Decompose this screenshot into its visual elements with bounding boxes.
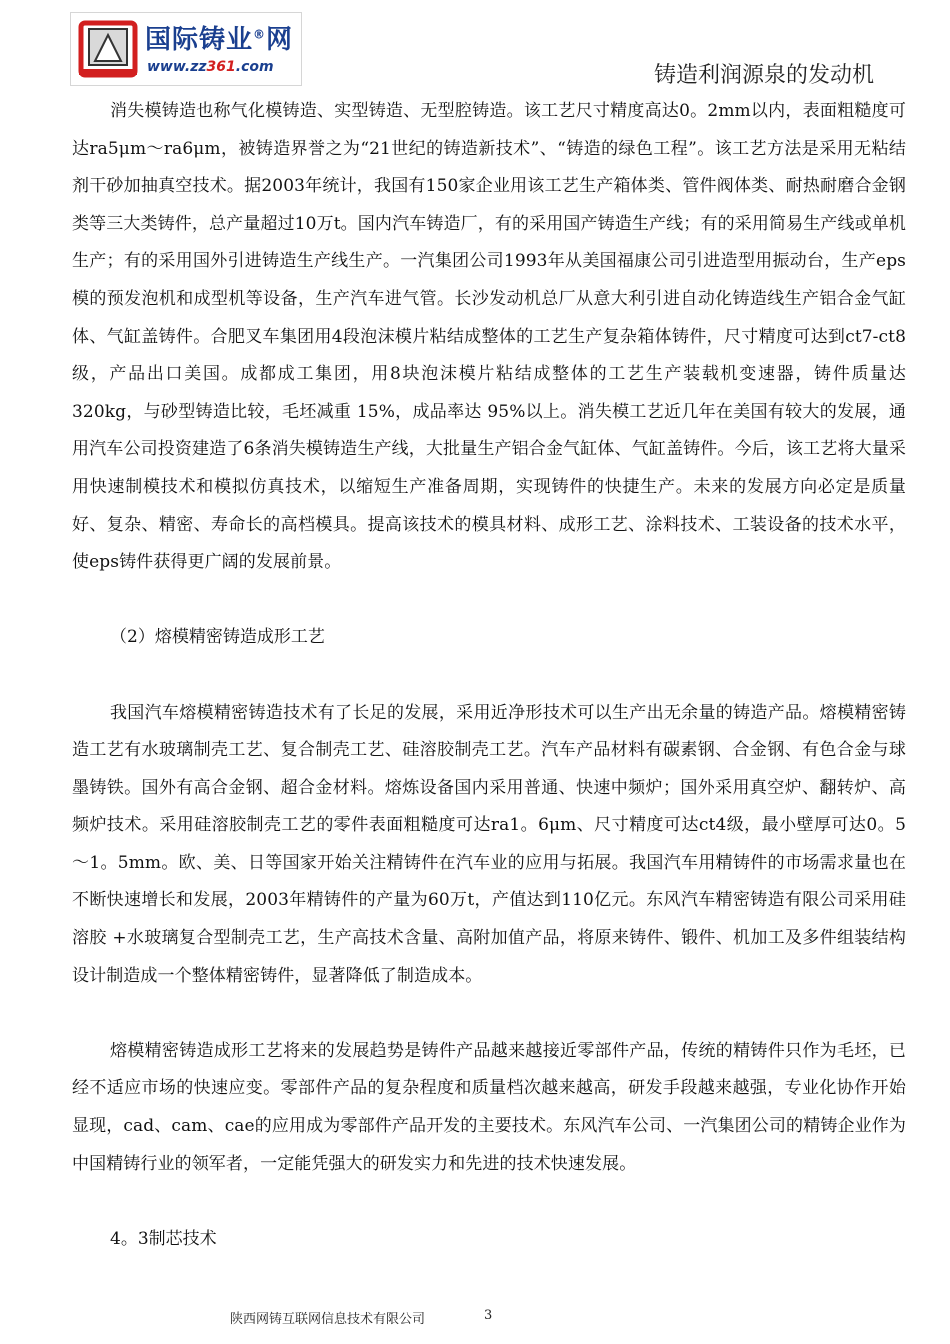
spacer: [72, 1183, 906, 1221]
document-title: 铸造利润源泉的发动机: [653, 63, 874, 88]
spacer: [72, 657, 906, 695]
footer-company: 陕西网铸互联网信息技术有限公司: [230, 1312, 426, 1327]
site-logo[interactable]: [70, 12, 302, 86]
paragraph-lost-foam-casting: 消失模铸造也称气化模铸造、实型铸造、无型腔铸造。该工艺尺寸精度高达0。2mm以内，表面粗糙度可达ra5μm～ra6μm，被铸造界誉之为“21世纪的铸造新技术”、“铸造的绿色工程”。该工艺方法是采用无粘结剂干砂加抽真空技术。据2003年统计，我国有150家企业用该工艺生产箱体类、管件阀体类、耐热耐磨合金钢类等三大类铸件，总产量超过10万t。国内汽车铸造厂，有的采用国产铸造生产线；有的采用简易生产线或单机生产；有的采用国外引进铸造生产线生产。一汽集团公司1993年从美国福康公司引进造型用振动台，生产eps模的预发泡机和成型机等设备，生产汽车进气管。长沙发动机总厂从意大利引进自动化铸造线生产铝合金气缸体、气缸盖铸件。合肥叉车集团用4段泡沫模片粘结成整体的工艺生产复杂箱体铸件，尺寸精度可达到ct7-ct8级，产品出口美国。成都成工集团，用8块泡沫模片粘结成整体的工艺生产装载机变速器，铸件质量达320kg，与砂型铸造比较，毛坯减重 15%，成品率达 95%以上。消失模工艺近几年在美国有较大的发展，通用汽车公司投资建造了6条消失模铸造生产线，大批量生产铝合金气缸体、气缸盖铸件。今后，该工艺将大量采用快速制模技术和模拟仿真技术，以缩短生产准备周期，实现铸件的快捷生产。未来的发展方向必定是质量好、复杂、精密、寿命长的高档模具。提高该技术的模具材料、成形工艺、涂料技术、工装设备的技术水平，使eps铸件获得更广阔的发展前景。: [72, 101, 906, 573]
logo-title: 国际铸业®网: [145, 25, 294, 55]
section-heading-investment-casting: （2）熔模精密铸造成形工艺: [110, 627, 325, 648]
spacer: [72, 582, 906, 620]
logo-url: www.zz361.com: [147, 59, 274, 75]
page-number: 3: [484, 1308, 493, 1323]
logo-emblem-icon: [77, 19, 139, 79]
document-body: [72, 93, 906, 1258]
spacer: [72, 995, 906, 1033]
paragraph-investment-casting-trend: 熔模精密铸造成形工艺将来的发展趋势是铸件产品越来越接近零部件产品，传统的精铸件只作为毛坯，已经不适应市场的快速应变。零部件产品的复杂程度和质量档次越来越高，研发手段越来越强，专业化协作开始显现，cad、cam、cae的应用成为零部件产品开发的主要技术。东风汽车公司、一汽集团公司的精铸企业作为中国精铸行业的领军者，一定能凭强大的研发实力和先进的技术快速发展。: [72, 1040, 906, 1174]
paragraph-investment-casting: 我国汽车熔模精密铸造技术有了长足的发展，采用近净形技术可以生产出无余量的铸造产品。熔模精密铸造工艺有水玻璃制壳工艺、复合制壳工艺、硅溶胶制壳工艺。汽车产品材料有碳素钢、合金钢、有色合金与球墨铸铁。国外有高合金钢、超合金材料。熔炼设备国内采用普通、快速中频炉；国外采用真空炉、翻转炉、高频炉技术。采用硅溶胶制壳工艺的零件表面粗糙度可达ra1。6μm、尺寸精度可达ct4级，最小壁厚可达0。5～1。5mm。欧、美、日等国家开始关注精铸件在汽车业的应用与拓展。我国汽车用精铸件的市场需求量也在不断快速增长和发展，2003年精铸件的产量为60万t，产值达到110亿元。东风汽车精密铸造有限公司采用硅溶胶 +水玻璃复合型制壳工艺，生产高技术含量、高附加值产品，将原来铸件、锻件、机加工及多件组装结构设计制造成一个整体精密铸件，显著降低了制造成本。: [72, 702, 906, 986]
section-heading-core-making: 4。3制芯技术: [110, 1228, 217, 1249]
